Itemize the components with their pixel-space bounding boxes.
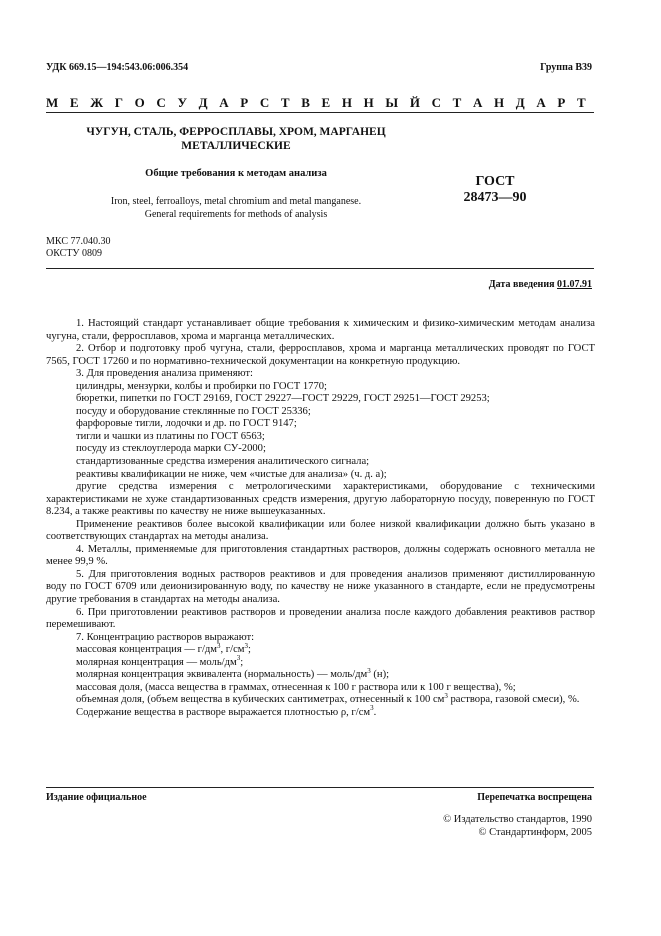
body-paragraph: массовая доля, (масса вещества в граммах, отнесенная к 100 г раствора или к 100 г вещества), %; — [76, 681, 516, 693]
body-paragraph: 7. Концентрацию растворов выражают: — [76, 631, 255, 643]
superscript: 3 — [444, 691, 448, 700]
standard-banner — [46, 95, 594, 111]
body-paragraph: цилиндры, мензурки, колбы и пробирки по ГОСТ 1770; — [76, 380, 327, 392]
official-edition: Издание официальное — [46, 792, 147, 803]
gost-label: ГОСТ — [475, 174, 515, 189]
header-rule — [46, 268, 594, 269]
footer-rule — [46, 787, 594, 788]
unit-text: ; — [247, 644, 251, 656]
unit-line — [46, 666, 595, 682]
unit-text: молярная концентрация эквивалента (нормальность) — моль/дм — [76, 669, 368, 681]
english-title-line-1: Iron, steel, ferroalloys, metal chromium and metal manganese. — [110, 196, 362, 207]
line-text: Содержание вещества в растворе выражается плотностью ρ, г/см — [76, 706, 371, 718]
body-paragraph: другие средства измерения с метрологическими характеристиками, оборудование с техническими характеристиками не хуже стандартизованных средств измерения, другую лабораторную посуду, поверенную по ГОСТ 8.234, а также реактивы по качеству не ниже вышеуказанных. — [46, 481, 595, 518]
density-line — [46, 704, 595, 720]
line-text: объемная доля, (объем вещества в кубических сантиметрах, отнесенный к 100 см — [76, 694, 445, 706]
classification-codes — [46, 236, 110, 260]
english-title-line-2: General requirements for methods of analysis — [144, 209, 328, 220]
superscript: 3 — [244, 641, 248, 650]
gost-number-block — [440, 174, 550, 206]
body-paragraph: бюретки, пипетки по ГОСТ 29169, ГОСТ 29227—ГОСТ 29229, ГОСТ 29251—ГОСТ 29253; — [76, 393, 490, 405]
english-title — [46, 195, 426, 221]
mks-code: МКС 77.040.30 — [46, 236, 111, 247]
body-paragraph: стандартизованные средства измерения аналитического сигнала; — [76, 456, 370, 468]
document-body — [46, 318, 595, 720]
gost-number: 28473—90 — [463, 190, 527, 205]
body-paragraph: 1. Настоящий стандарт устанавливает общие требования к химическим и физико-химическим методам анализа чугуна, стали, ферросплавов, хрома и марганца металлических. — [46, 318, 595, 342]
copyright-line-1: © Издательство стандартов, 1990 — [443, 814, 592, 825]
body-paragraph: 4. Металлы, применяемые для приготовления стандартных растворов, должны содержать основного металла не менее 99,9 %. — [46, 543, 595, 568]
introduction-date — [489, 279, 592, 290]
body-paragraph: 5. Для приготовления водных растворов реактивов и для проведения анализов применяют дистиллированную воду по ГОСТ 6709 или деионизированную воду, по качеству не ниже указанного в стандарте, если не предусмотрены другие требования в стандартах на методы анализа. — [46, 568, 595, 606]
superscript: 3 — [236, 654, 241, 663]
introduction-date-label: Дата введения — [488, 279, 555, 290]
superscript: 3 — [367, 666, 371, 675]
body-paragraph: 6. При приготовлении реактивов растворов и проведении анализа после каждого добавления реактивов раствор перемешивают. — [46, 606, 595, 631]
body-paragraph: посуду из стеклоуглерода марки СУ-2000; — [76, 443, 266, 455]
okstu-code: ОКСТУ 0809 — [46, 248, 103, 259]
body-paragraph: реактивы квалификации не ниже, чем «чистые для анализа» (ч. д. а); — [76, 468, 387, 480]
document-title — [46, 125, 426, 153]
unit-line — [46, 641, 595, 657]
title-line-1: ЧУГУН, СТАЛЬ, ФЕРРОСПЛАВЫ, ХРОМ, МАРГАНЕЦ — [86, 126, 386, 138]
superscript: 3 — [370, 704, 374, 713]
unit-text: молярная концентрация — моль/дм — [76, 656, 237, 668]
line-text: раствора, газовой смеси), %. — [447, 694, 580, 706]
line-text: . — [373, 706, 377, 718]
banner-text: М Е Ж Г О С У Д А Р С Т В Е Н Н Ы Й С Т А Н Д А Р Т — [46, 95, 590, 110]
copyright-block — [443, 813, 592, 839]
title-line-2: МЕТАЛЛИЧЕСКИЕ — [181, 140, 291, 152]
body-paragraph: 3. Для проведения анализа применяют: — [76, 368, 253, 380]
volume-fraction-line — [46, 691, 595, 707]
unit-text: , г/см — [220, 644, 245, 656]
document-subtitle: Общие требования к методам анализа — [145, 168, 327, 179]
body-paragraph: Применение реактивов более высокой квалификации или более низкой квалификации должно быть указано в соответствующих стандартах на методы анализа. — [46, 518, 595, 543]
body-paragraph: тигли и чашки из платины по ГОСТ 6563; — [76, 430, 265, 442]
unit-text: массовая концентрация — г/дм — [76, 644, 217, 656]
unit-line — [46, 654, 595, 670]
banner-rule — [46, 112, 594, 113]
reprint-prohibited: Перепечатка воспрещена — [477, 792, 592, 803]
body-paragraph: посуду и оборудование стеклянные по ГОСТ 25336; — [76, 405, 311, 417]
udk-code: УДК 669.15—194:543.06:006.354 — [46, 62, 189, 73]
superscript: 3 — [216, 641, 221, 650]
unit-text: ; — [240, 656, 244, 668]
introduction-date-value: 01.07.91 — [557, 279, 592, 290]
body-paragraph: 2. Отбор и подготовку проб чугуна, стали, ферросплавов, хрома и марганца металлических проводят по ГОСТ 7565, ГОСТ 17260 и по нормативно-технической документации на конкретную продукцию. — [46, 343, 595, 367]
unit-text: (н); — [370, 669, 390, 681]
group-code: Группа В39 — [540, 62, 592, 73]
body-paragraph: фарфоровые тигли, лодочки и др. по ГОСТ 9147; — [76, 418, 297, 430]
copyright-line-2: © Стандартинформ, 2005 — [478, 827, 592, 838]
